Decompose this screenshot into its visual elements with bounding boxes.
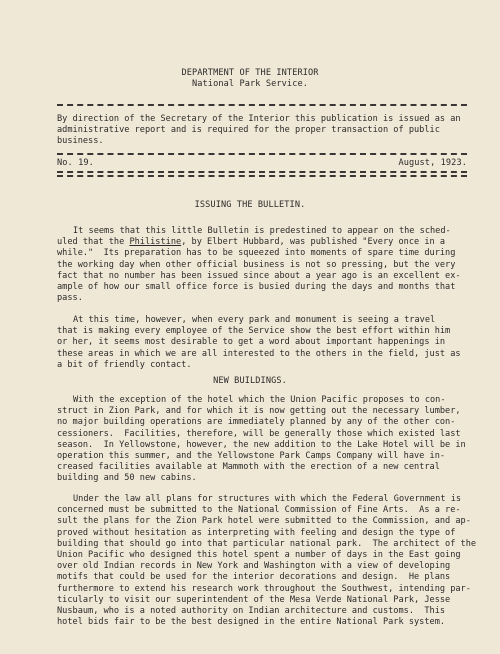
notice-paragraph (57, 114, 471, 148)
notice-line: administrative report and is required for the proper transaction of public (57, 125, 440, 136)
paragraph-line: proved without hesitation as interpreting with feeling and design the type of (57, 527, 456, 538)
section1-heading: ISSUING THE BULLETIN. (194, 200, 306, 210)
issue-date: August, 1923. (398, 158, 467, 168)
paragraph-line: the working day when other official business is not so pressing, but the very (57, 259, 456, 270)
paragraph-line: furthermore to extend his research work throughout the Southwest, intending par- (57, 583, 471, 594)
paragraph-line: no major building operations are immediately planned by any of the other con- (57, 417, 456, 428)
paragraph-line: cessioners. Facilities, therefore, will be generally those which existed last (57, 428, 461, 439)
paragraph-line: a bit of friendly contact. (57, 359, 192, 370)
paragraph-line: hotel bids fair to be the best designed in the entire National Park system. (57, 617, 446, 628)
paragraph-line: Union Pacific who designed this hotel spent a number of days in the East going (57, 550, 461, 561)
paragraph-line: Nusbaum, who is a noted authority on Indian architecture and customs. This (57, 606, 446, 617)
paragraph-line: ticularly to visit our superintendent of the Mesa Verde National Park, Jesse (57, 594, 451, 605)
issue-number: No. 19. (57, 158, 94, 168)
paragraph-line: sult the plans for the Zion Park hotel were submitted to the Commission, and ap- (57, 516, 471, 527)
paragraph-line: while." Its preparation has to be squeezed into moments of spare time during (57, 248, 456, 259)
paragraph-line: these areas in which we are all interested to the others in the field, just as (57, 348, 461, 359)
philistine-title: Philistine (129, 237, 182, 248)
paragraph-line: struct in Zion Park, and for which it is now getting out the necessary lumber, (57, 406, 461, 417)
paragraph-line: season. In Yellowstone, however, the new addition to the Lake Hotel will be in (57, 439, 466, 450)
paragraph-line: building and 50 new cabins. (57, 473, 197, 484)
paragraph-line: or her, it seems most desirable to get a word about important happenings in (57, 337, 446, 348)
paragraph-line: building that should go into that particular national park. The architect of the (57, 538, 477, 549)
paragraph-line: With the exception of the hotel which the Union Pacific proposes to con- (73, 395, 446, 405)
notice-line: By direction of the Secretary of the Interior this publication is issued as an (57, 114, 461, 124)
paragraph-line: It seems that this little Bulletin is predestined to appear on the sched- (73, 226, 451, 236)
department-heading: DEPARTMENT OF THE INTERIOR (181, 68, 319, 78)
section2-heading: NEW BUILDINGS. (213, 376, 287, 386)
paragraph-line: At this time, however, when every park and monument is seeing a travel (73, 315, 436, 325)
paragraph-line: creased facilities available at Mammoth with the erection of a new central (57, 462, 440, 473)
section2-paragraph-2 (57, 494, 477, 628)
paragraph-line: fact that no number has been issued since about a year ago is an excellent ex- (57, 270, 461, 281)
issue-double-rule (57, 171, 467, 177)
notice-line: business. (57, 136, 104, 147)
paragraph-line: ample of how our small office force is busied during the days and months that (57, 282, 456, 293)
service-heading: National Park Service. (191, 79, 309, 89)
notice-rule (57, 153, 467, 155)
paragraph-line: Under the law all plans for structures with which the Federal Government is (73, 494, 462, 504)
section1-paragraph-1 (57, 226, 471, 304)
top-rule (57, 104, 467, 106)
paragraph-line: uled that the Philistine, by Elbert Hubbard, was published "Every once in a (57, 237, 446, 248)
section1-paragraph-2 (57, 315, 471, 371)
paragraph-line: operation this summer, and the Yellowstone Park Camps Company will have in- (57, 451, 446, 462)
paragraph-line: over old Indian records in New York and Washington with a view of developing (57, 561, 451, 572)
paragraph-line: that is making every employee of the Service show the best effort within him (57, 326, 451, 337)
paragraph-line: concerned must be submitted to the National Commission of Fine Arts. As a re- (57, 505, 461, 516)
section2-paragraph-1 (57, 395, 471, 485)
paragraph-line: pass. (57, 293, 83, 304)
paragraph-line: motifs that could be used for the interior decorations and design. He plans (57, 572, 451, 583)
